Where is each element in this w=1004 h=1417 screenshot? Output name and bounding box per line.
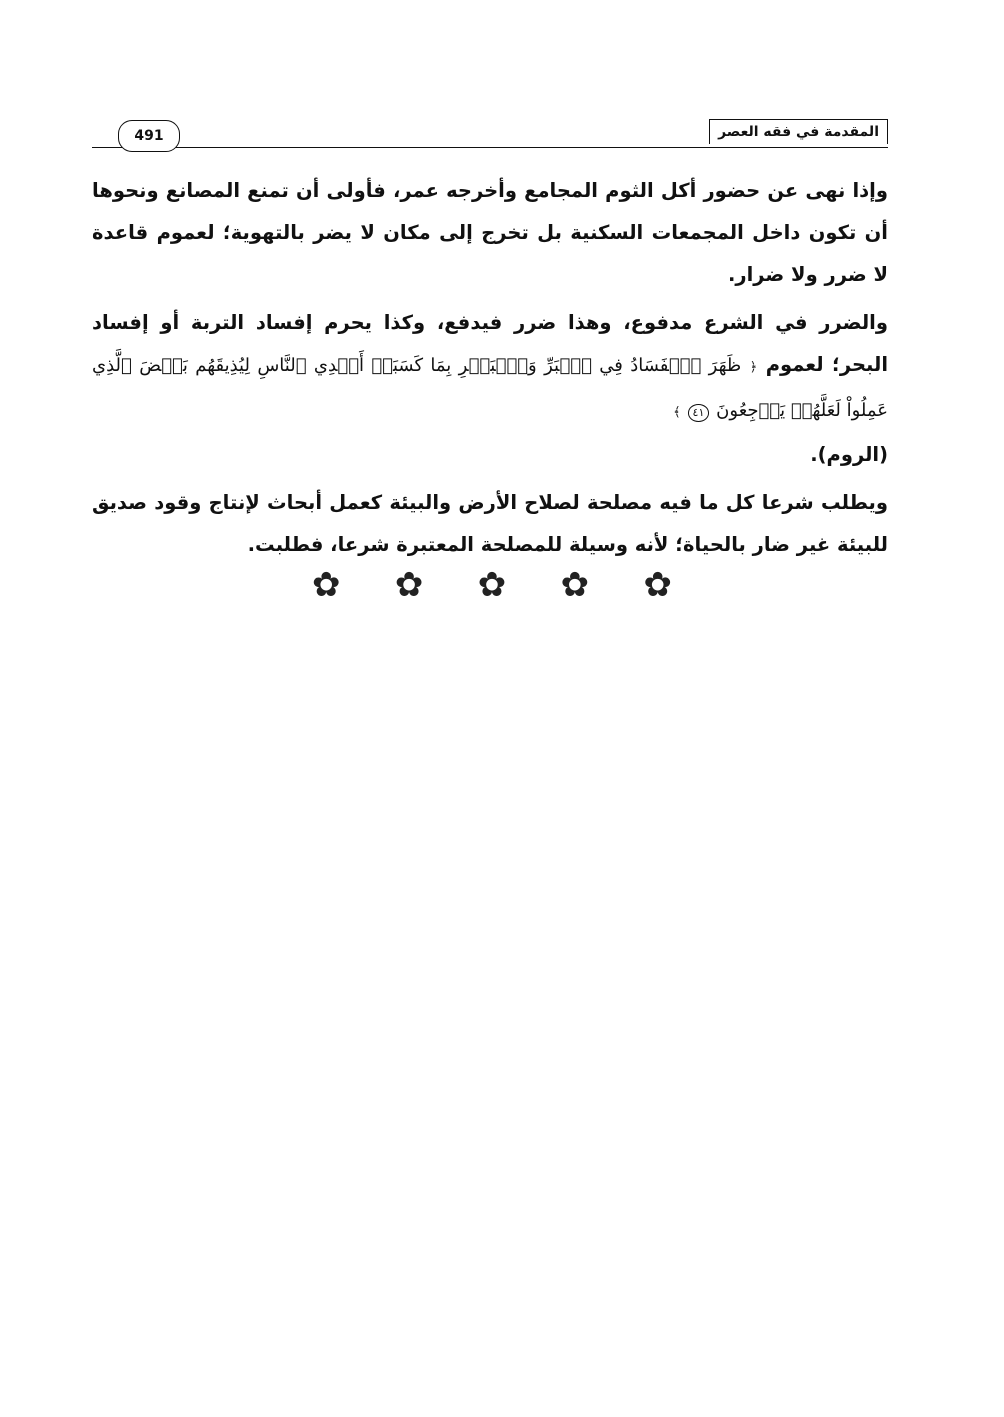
header-rule xyxy=(92,147,888,148)
paragraph-3: ويطلب شرعا كل ما فيه مصلحة لصلاح الأرض والبيئة كعمل أبحاث لإنتاج وقود صديق للبيئة غير ضار بالحياة؛ لأنه وسيلة للمصلحة المعتبرة شرعا، فطلبت. xyxy=(92,491,888,556)
page-number: 491 xyxy=(118,120,180,152)
section-divider-ornaments xyxy=(312,565,672,605)
paragraph-2 xyxy=(92,302,888,476)
paragraph-2-text: والضرر في الشرع مدفوع، وهذا ضرر فيدفع، وكذا يحرم إفساد التربة أو إفساد البحر؛ لعموم xyxy=(92,311,889,376)
page-header xyxy=(92,116,888,148)
verse-open-bracket: ﴿ xyxy=(749,360,758,375)
ornament-icon: ✿ xyxy=(394,565,424,605)
ornament-icon: ✿ xyxy=(477,565,507,605)
book-title: المقدمة في فقه العصر xyxy=(709,119,888,144)
verse-close-bracket: ﴾ xyxy=(673,405,681,420)
ornament-icon: ✿ xyxy=(312,565,341,605)
ayah-number-marker: ٤١ xyxy=(688,404,710,422)
quran-verse: ظَهَرَ ٱلۡفَسَادُ فِي ٱلۡبَرِّ وَٱلۡبَحۡرِ بِمَا كَسَبَتۡ أَيۡدِي ٱلنَّاسِ لِيُذِيقَهُم بَعۡضَ ٱلَّذِي عَمِلُواْ لَعَلَّهُمۡ يَرۡجِعُونَ xyxy=(92,355,888,421)
body-text xyxy=(92,170,888,572)
ornament-icon: ✿ xyxy=(560,565,590,605)
ornament-icon: ✿ xyxy=(643,565,672,605)
paragraph-1: وإذا نهى عن حضور أكل الثوم المجامع وأخرجه عمر، فأولى أن تمنع المصانع ونحوها أن تكون داخل المجمعات السكنية بل تخرج إلى مكان لا يضر بالتهوية؛ لعموم قاعدة لا ضرر ولا ضرار. xyxy=(92,179,888,286)
verse-source: (الروم). xyxy=(810,443,888,466)
